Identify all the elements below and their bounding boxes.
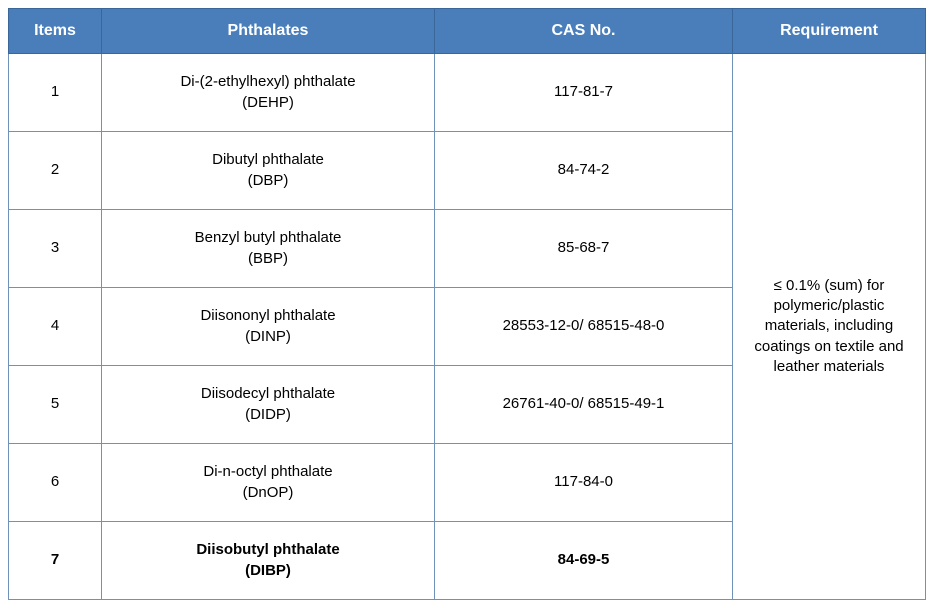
- cell-cas-number: 26761-40-0/ 68515-49-1: [435, 366, 733, 444]
- phthalate-abbreviation: (BBP): [247, 249, 288, 267]
- cell-cas-number: 28553-12-0/ 68515-48-0: [435, 288, 733, 366]
- cell-phthalate-name: [102, 444, 435, 522]
- phthalate-abbreviation: (DIDP): [245, 405, 291, 423]
- table-header: [9, 9, 926, 54]
- column-header-phthalates: Phthalates: [102, 9, 435, 54]
- phthalate-abbreviation: (DBP): [247, 171, 289, 189]
- phthalate-name-line: Di-(2-ethylhexyl) phthalate: [180, 73, 356, 91]
- phthalate-name-line: Diisononyl phthalate: [200, 307, 336, 325]
- cell-item-number: 1: [9, 54, 102, 132]
- column-header-items: Items: [9, 9, 102, 54]
- cell-cas-number: 117-81-7: [435, 54, 733, 132]
- cell-item-number: 4: [9, 288, 102, 366]
- table-row: [9, 54, 926, 132]
- phthalate-name-line: Diisodecyl phthalate: [200, 385, 336, 403]
- table-header-row: [9, 9, 926, 54]
- cell-cas-number: 85-68-7: [435, 210, 733, 288]
- phthalate-abbreviation: (DEHP): [242, 93, 294, 111]
- cell-item-number: 2: [9, 132, 102, 210]
- phthalate-name-line: Diisobutyl phthalate: [196, 541, 340, 559]
- cell-phthalate-name: [102, 366, 435, 444]
- cell-cas-number: 117-84-0: [435, 444, 733, 522]
- cell-cas-number: 84-74-2: [435, 132, 733, 210]
- phthalate-abbreviation: (DIBP): [245, 561, 291, 579]
- cell-cas-number: 84-69-5: [435, 522, 733, 600]
- cell-phthalate-name: [102, 288, 435, 366]
- phthalate-name-line: Di-n-octyl phthalate: [203, 463, 333, 481]
- phthalate-name-line: Benzyl butyl phthalate: [194, 229, 342, 247]
- phthalate-abbreviation: (DINP): [245, 327, 291, 345]
- phthalate-abbreviation: (DnOP): [242, 483, 294, 501]
- cell-item-number: 5: [9, 366, 102, 444]
- cell-phthalate-name: [102, 132, 435, 210]
- cell-item-number: 6: [9, 444, 102, 522]
- cell-item-number: 3: [9, 210, 102, 288]
- cell-requirement: ≤ 0.1% (sum) for polymeric/plastic materials, including coatings on textile and leather materials: [733, 54, 926, 600]
- phthalate-name-line: Dibutyl phthalate: [212, 151, 324, 169]
- column-header-cas-no: CAS No.: [435, 9, 733, 54]
- cell-phthalate-name: [102, 522, 435, 600]
- cell-phthalate-name: [102, 54, 435, 132]
- phthalates-table: [8, 8, 926, 600]
- column-header-requirement: Requirement: [733, 9, 926, 54]
- cell-item-number: 7: [9, 522, 102, 600]
- cell-phthalate-name: [102, 210, 435, 288]
- table-body: [9, 54, 926, 600]
